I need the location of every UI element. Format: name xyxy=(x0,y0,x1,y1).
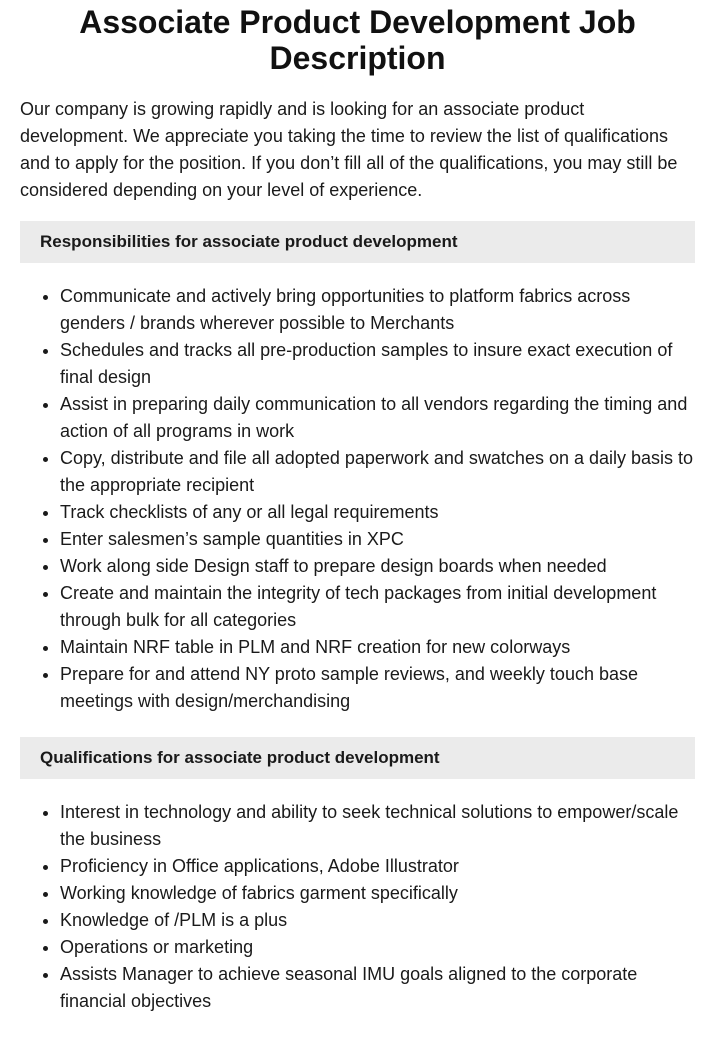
list-item: • Track checklists of any or all legal requirements xyxy=(60,499,695,526)
list-item: • Maintain NRF table in PLM and NRF creation for new colorways xyxy=(60,634,695,661)
list-item: • Copy, distribute and file all adopted paperwork and swatches on a daily basis to the appropriate recipient xyxy=(60,445,695,499)
list-item: • Communicate and actively bring opportunities to platform fabrics across genders / brands wherever possible to Merchants xyxy=(60,283,695,337)
list-item: • Operations or marketing xyxy=(60,934,695,961)
responsibilities-heading: Responsibilities for associate product development xyxy=(20,221,695,263)
qualifications-heading: Qualifications for associate product development xyxy=(20,737,695,779)
page-title: Associate Product Development Job Description xyxy=(79,4,636,76)
list-item: • Knowledge of /PLM is a plus xyxy=(60,907,695,934)
list-item: • Assists Manager to achieve seasonal IMU goals aligned to the corporate financial objectives xyxy=(60,961,695,1015)
intro-paragraph: Our company is growing rapidly and is looking for an associate product development. We appreciate you taking the time to review the list of qualifications and to apply for the position. If you don’t fill all of the qualifications, you may still be considered depending on your level of experience. xyxy=(20,99,678,200)
list-item: • Work along side Design staff to prepare design boards when needed xyxy=(60,553,695,580)
list-item: • Schedules and tracks all pre-production samples to insure exact execution of final design xyxy=(60,337,695,391)
responsibilities-list xyxy=(20,283,695,715)
list-item: • Prepare for and attend NY proto sample reviews, and weekly touch base meetings with design/merchandising xyxy=(60,661,695,715)
list-item: • Create and maintain the integrity of tech packages from initial development through bulk for all categories xyxy=(60,580,695,634)
list-item: • Enter salesmen’s sample quantities in XPC xyxy=(60,526,695,553)
list-item: • Interest in technology and ability to seek technical solutions to empower/scale the business xyxy=(60,799,695,853)
list-item: • Working knowledge of fabrics garment specifically xyxy=(60,880,695,907)
qualifications-list xyxy=(20,799,695,1015)
list-item: • Assist in preparing daily communication to all vendors regarding the timing and action of all programs in work xyxy=(60,391,695,445)
list-item: • Proficiency in Office applications, Adobe Illustrator xyxy=(60,853,695,880)
